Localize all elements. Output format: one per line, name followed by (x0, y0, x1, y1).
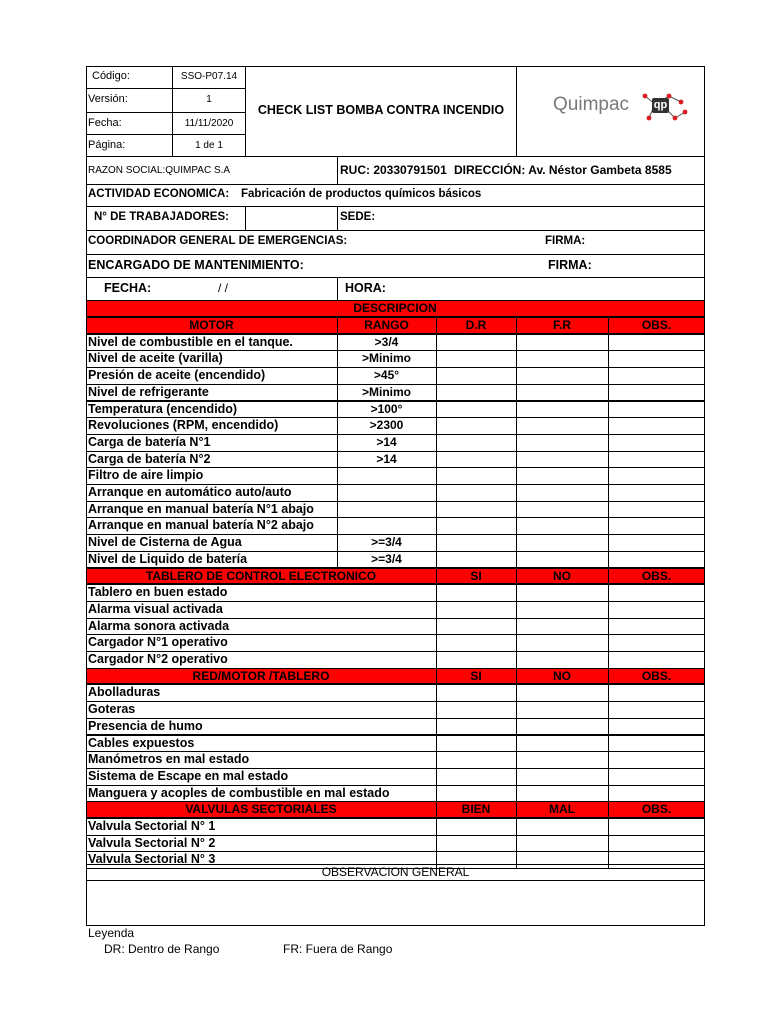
column-divider (608, 350, 609, 367)
range-value: >Minimo (361, 351, 411, 366)
range-value: >=3/4 (371, 551, 402, 566)
column-divider (608, 384, 609, 401)
column-divider (436, 584, 437, 601)
column-divider (436, 735, 437, 752)
column-divider (436, 618, 437, 635)
sede-label: SEDE: (340, 211, 376, 223)
column-divider (608, 684, 609, 701)
column-divider (608, 367, 609, 384)
column-divider (436, 751, 437, 768)
range-value: >2300 (369, 418, 404, 433)
section-header-cell: OBS. (641, 568, 672, 583)
checklist-item-label: Cargador N°2 operativo (88, 652, 228, 666)
range-value: >100° (370, 401, 403, 416)
checklist-item-label: Presencia de humo (88, 718, 203, 733)
column-divider (436, 417, 437, 434)
column-divider (608, 334, 609, 351)
column-divider (436, 467, 437, 484)
column-divider (516, 417, 517, 434)
checklist-item-label: Valvula Sectorial N° 1 (88, 819, 216, 833)
column-divider (516, 735, 517, 752)
checklist-item-label: Presión de aceite (encendido) (88, 368, 266, 383)
column-divider (608, 501, 609, 518)
coordinador-label: COORDINADOR GENERAL DE EMERGENCIAS: (88, 235, 348, 247)
section-header-cell: OBS. (641, 802, 672, 817)
checklist-item-label: Nivel de refrigerante (88, 384, 209, 399)
column-divider (608, 534, 609, 551)
column-divider (608, 751, 609, 768)
column-divider (608, 701, 609, 718)
range-value: >3/4 (374, 334, 399, 349)
section-header-cell: D.R (465, 318, 487, 332)
column-divider (608, 818, 609, 835)
section-header-cell: TABLERO DE CONTROL ELECTRONICO (145, 568, 377, 583)
checklist-item-label: Nivel de Liquido de batería (88, 551, 248, 566)
section-header-cell: MOTOR (189, 318, 234, 332)
checklist-item-label: Arranque en manual batería N°1 abajo (88, 501, 314, 516)
column-divider (516, 334, 517, 351)
column-divider (436, 451, 437, 468)
column-divider (516, 501, 517, 518)
section-header-cell: OBS. (641, 318, 672, 332)
column-divider (608, 517, 609, 534)
section-header-cell: SI (470, 668, 482, 683)
razon-social: RAZÓN SOCIAL:QUIMPAC S.A (88, 165, 231, 176)
column-divider (516, 684, 517, 701)
column-divider (516, 785, 517, 802)
column-divider (516, 634, 517, 651)
section-header-cell: RED/MOTOR /TABLERO (192, 668, 330, 683)
column-divider (516, 467, 517, 484)
checklist-item-label: Manómetros en mal estado (88, 752, 250, 767)
fecha-doc-label: Fecha: (88, 117, 122, 129)
section-header-cell: BIEN (461, 802, 491, 817)
column-divider (608, 451, 609, 468)
column-divider (516, 451, 517, 468)
column-divider (608, 735, 609, 752)
column-divider (608, 434, 609, 451)
column-divider (608, 484, 609, 501)
column-divider (516, 384, 517, 401)
column-divider (436, 501, 437, 518)
checklist-item-label: Abolladuras (88, 685, 161, 700)
company-info-block (86, 157, 705, 300)
column-divider (608, 835, 609, 852)
section-header-cell: NO (553, 668, 571, 683)
firma-encargado-label: FIRMA: (548, 258, 592, 272)
section-header-cell: SI (470, 568, 482, 583)
column-divider (436, 768, 437, 785)
descripcion-header: DESCRIPCION (353, 301, 437, 315)
column-divider (436, 818, 437, 835)
checklist-item-label: Temperatura (encendido) (88, 401, 238, 416)
column-divider (608, 634, 609, 651)
column-divider (436, 785, 437, 802)
column-divider (608, 785, 609, 802)
pagina-label: Página: (88, 139, 126, 151)
checklist-item-label: Valvula Sectorial N° 3 (88, 852, 216, 867)
column-divider (337, 501, 338, 518)
column-divider (516, 367, 517, 384)
column-divider (436, 350, 437, 367)
column-divider (516, 534, 517, 551)
column-divider (436, 534, 437, 551)
quimpac-logo (553, 90, 693, 126)
column-divider (516, 651, 517, 668)
checklist-item-label: Valvula Sectorial N° 2 (88, 835, 216, 850)
checklist-item-label: Filtro de aire limpio (88, 468, 204, 483)
column-divider (608, 601, 609, 618)
column-divider (337, 517, 338, 534)
checklist-item-label: Alarma sonora activada (88, 618, 230, 633)
encargado-label: ENCARGADO DE MANTENIMIENTO: (88, 258, 304, 272)
column-divider (608, 417, 609, 434)
column-divider (516, 701, 517, 718)
column-divider (436, 835, 437, 852)
codigo-label: Código: (92, 70, 130, 82)
column-divider (337, 467, 338, 484)
checklist-item-label: Revoluciones (RPM, encendido) (88, 418, 279, 433)
logo-badge: qp (653, 99, 668, 111)
version-label: Versión: (88, 93, 128, 105)
fecha-doc-value: 11/11/2020 (184, 118, 234, 129)
checklist-item-label: Nivel de combustible en el tanque. (88, 334, 293, 349)
column-divider (436, 551, 437, 568)
range-value: >=3/4 (371, 535, 402, 550)
version-value: 1 (206, 94, 212, 105)
trabajadores-label: N° DE TRABAJADORES: (94, 211, 229, 223)
checklist-item-label: Goteras (88, 702, 136, 717)
column-divider (436, 367, 437, 384)
column-divider (436, 634, 437, 651)
column-divider (436, 401, 437, 418)
section-header-cell: VALVULAS SECTORIALES (185, 802, 337, 817)
column-divider (436, 484, 437, 501)
column-divider (516, 818, 517, 835)
column-divider (516, 350, 517, 367)
column-divider (608, 618, 609, 635)
checklist-item-label: Carga de batería N°1 (88, 434, 211, 449)
checklist-item-label: Tablero en buen estado (88, 585, 228, 600)
checklist-item-label: Carga de batería N°2 (88, 451, 211, 466)
column-divider (608, 718, 609, 735)
range-value: >14 (376, 451, 397, 466)
checklist-item-label: Alarma visual activada (88, 601, 223, 616)
column-divider (608, 467, 609, 484)
column-divider (436, 701, 437, 718)
column-divider (436, 651, 437, 668)
column-divider (516, 751, 517, 768)
column-divider (436, 334, 437, 351)
fecha-label: FECHA: (104, 281, 152, 295)
column-divider (516, 835, 517, 852)
column-divider (608, 584, 609, 601)
column-divider (608, 768, 609, 785)
range-value: >Minimo (361, 384, 411, 399)
codigo-value: SSO-P07.14 (180, 71, 238, 82)
column-divider (516, 434, 517, 451)
fecha-placeholder: / / (218, 281, 229, 295)
column-divider (436, 384, 437, 401)
column-divider (516, 517, 517, 534)
legend-dr: DR: Dentro de Rango (104, 942, 220, 956)
column-divider (516, 584, 517, 601)
column-divider (436, 718, 437, 735)
checklist-item-label: Nivel de aceite (varilla) (88, 351, 223, 366)
actividad-label: ACTIVIDAD ECONÓMICA: (88, 188, 230, 200)
column-divider (516, 601, 517, 618)
column-divider (337, 484, 338, 501)
column-divider (436, 434, 437, 451)
page-title: CHECK LIST BOMBA CONTRA INCENDIO (257, 103, 505, 117)
column-divider (516, 618, 517, 635)
checklist-item-label: Sistema de Escape en mal estado (88, 768, 289, 783)
checklist-item-label: Arranque en manual batería N°2 abajo (88, 518, 314, 533)
column-divider (436, 601, 437, 618)
section-header-cell: NO (553, 568, 571, 583)
checklist-item-label: Cargador N°1 operativo (88, 635, 228, 650)
checklist-item-label: Nivel de Cisterna de Agua (88, 535, 242, 550)
legend-title: Leyenda (88, 926, 135, 940)
hora-label: HORA: (345, 281, 386, 295)
ruc: RUC: 20330791501 (340, 163, 447, 177)
column-divider (516, 768, 517, 785)
checklist-item-label: Cables expuestos (88, 735, 195, 750)
column-divider (608, 401, 609, 418)
section-header-cell: RANGO (364, 318, 409, 332)
column-divider (516, 484, 517, 501)
legend-fr: FR: Fuera de Rango (283, 942, 393, 956)
column-divider (516, 401, 517, 418)
column-divider (516, 718, 517, 735)
actividad-value: Fabricación de productos químicos básicos (241, 188, 482, 200)
observacion-general-label: OBSERVACION GENERAL (321, 865, 470, 879)
range-value: >45° (373, 368, 400, 383)
direccion: DIRECCIÓN: Av. Néstor Gambeta 8585 (454, 163, 672, 177)
checklist-item-label: Manguera y acoples de combustible en mal estado (88, 785, 390, 800)
column-divider (436, 684, 437, 701)
section-header-cell: OBS. (641, 668, 672, 683)
logo-text: Quimpac (553, 94, 630, 115)
pagina-value: 1 de 1 (195, 140, 223, 151)
column-divider (608, 551, 609, 568)
column-divider (608, 651, 609, 668)
range-value: >14 (376, 434, 397, 449)
checklist-item-label: Arranque en automático auto/auto (88, 485, 292, 499)
section-header-cell: MAL (549, 802, 575, 817)
section-header-cell: F.R (553, 318, 571, 332)
column-divider (436, 517, 437, 534)
firma-coordinador-label: FIRMA: (545, 235, 586, 247)
column-divider (516, 551, 517, 568)
